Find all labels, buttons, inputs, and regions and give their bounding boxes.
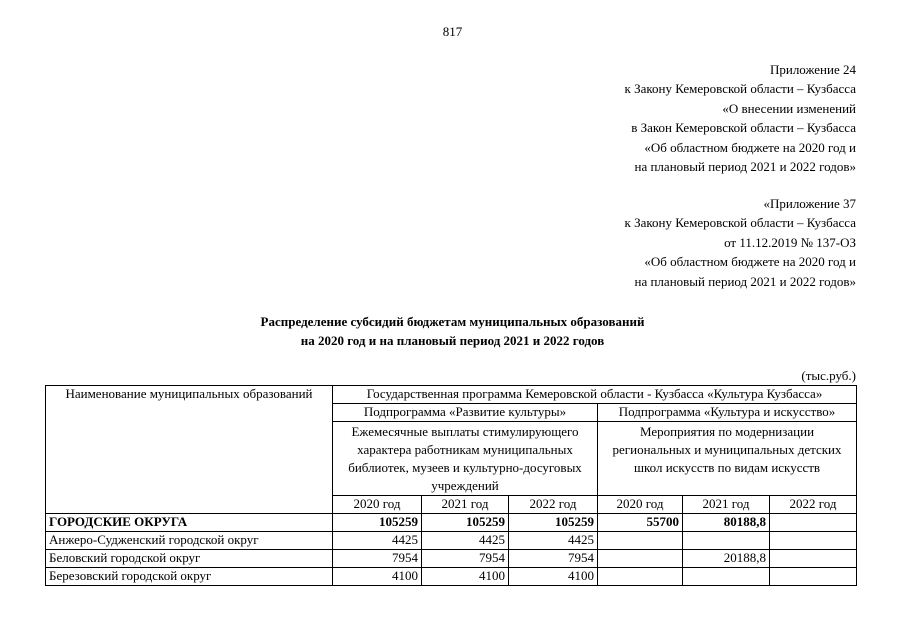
appendix-original-header	[625, 194, 857, 291]
subprogram-1-header: Подпрограмма «Развитие культуры»	[333, 404, 598, 422]
appendix-line: к Закону Кемеровской области – Кузбасса	[624, 215, 856, 231]
subsidy-table	[45, 385, 857, 586]
row-value: 7954	[509, 550, 598, 568]
program-header: Государственная программа Кемеровской области - Кузбасса «Культура Кузбасса»	[333, 386, 857, 404]
year-header: 2022 год	[770, 496, 857, 514]
row-value: 4425	[509, 532, 598, 550]
row-value: 7954	[333, 550, 422, 568]
row-name: Беловский городской округ	[46, 550, 333, 568]
title-line: на 2020 год и на плановый период 2021 и 2022 годов	[300, 333, 605, 348]
row-value: 80188,8	[683, 514, 770, 532]
row-value: 4425	[422, 532, 509, 550]
row-name: Анжеро-Судженский городской округ	[46, 532, 333, 550]
measure-2-header: Мероприятия по модернизации региональных и муниципальных детских школ искусств по видам искусств	[598, 422, 857, 496]
subprogram-2-header: Подпрограмма «Культура и искусство»	[598, 404, 857, 422]
table-row	[46, 514, 857, 532]
row-value	[770, 532, 857, 550]
table-row	[46, 532, 857, 550]
year-header: 2021 год	[683, 496, 770, 514]
row-value: 105259	[333, 514, 422, 532]
row-value: 4425	[333, 532, 422, 550]
appendix-line: в Закон Кемеровской области – Кузбасса	[631, 120, 856, 136]
column-header-name: Наименование муниципальных образований	[46, 386, 333, 514]
table-row	[46, 568, 857, 586]
row-name: Березовский городской округ	[46, 568, 333, 586]
row-value: 4100	[422, 568, 509, 586]
appendix-line: на плановый период 2021 и 2022 годов»	[634, 273, 856, 289]
row-value: 55700	[598, 514, 683, 532]
appendix-line: от 11.12.2019 № 137-ОЗ	[724, 234, 856, 250]
appendix-line: «О внесении изменений	[722, 100, 856, 116]
row-value	[770, 550, 857, 568]
row-value	[770, 514, 857, 532]
year-header: 2021 год	[422, 496, 509, 514]
measure-1-header: Ежемесячные выплаты стимулирующего характера работникам муниципальных библиотек, музеев и культурно-досуговых учреждений	[333, 422, 598, 496]
row-value	[598, 532, 683, 550]
appendix-line: к Закону Кемеровской области – Кузбасса	[624, 81, 856, 97]
row-value: 105259	[509, 514, 598, 532]
row-value	[598, 550, 683, 568]
appendix-line: на плановый период 2021 и 2022 годов»	[634, 159, 856, 175]
row-value	[598, 568, 683, 586]
row-value: 4100	[333, 568, 422, 586]
document-title	[0, 312, 905, 350]
row-value: 4100	[509, 568, 598, 586]
appendix-line: «Об областном бюджете на 2020 год и	[644, 139, 856, 155]
year-header: 2020 год	[333, 496, 422, 514]
year-header: 2022 год	[509, 496, 598, 514]
appendix-line: Приложение 24	[769, 62, 856, 77]
header-row-program	[46, 386, 857, 404]
units-label: (тыс.руб.)	[801, 368, 856, 383]
row-value: 105259	[422, 514, 509, 532]
appendix-line: «Об областном бюджете на 2020 год и	[644, 254, 856, 270]
row-value: 7954	[422, 550, 509, 568]
appendix-current-header	[625, 60, 857, 176]
appendix-line: «Приложение 37	[763, 196, 856, 211]
table-row	[46, 550, 857, 568]
year-header: 2020 год	[598, 496, 683, 514]
row-value	[683, 568, 770, 586]
row-value	[683, 532, 770, 550]
title-line: Распределение субсидий бюджетам муниципальных образований	[260, 314, 645, 329]
page-number: 817	[442, 24, 463, 39]
row-value	[770, 568, 857, 586]
row-value: 20188,8	[683, 550, 770, 568]
row-name: ГОРОДСКИЕ ОКРУГА	[46, 514, 333, 532]
